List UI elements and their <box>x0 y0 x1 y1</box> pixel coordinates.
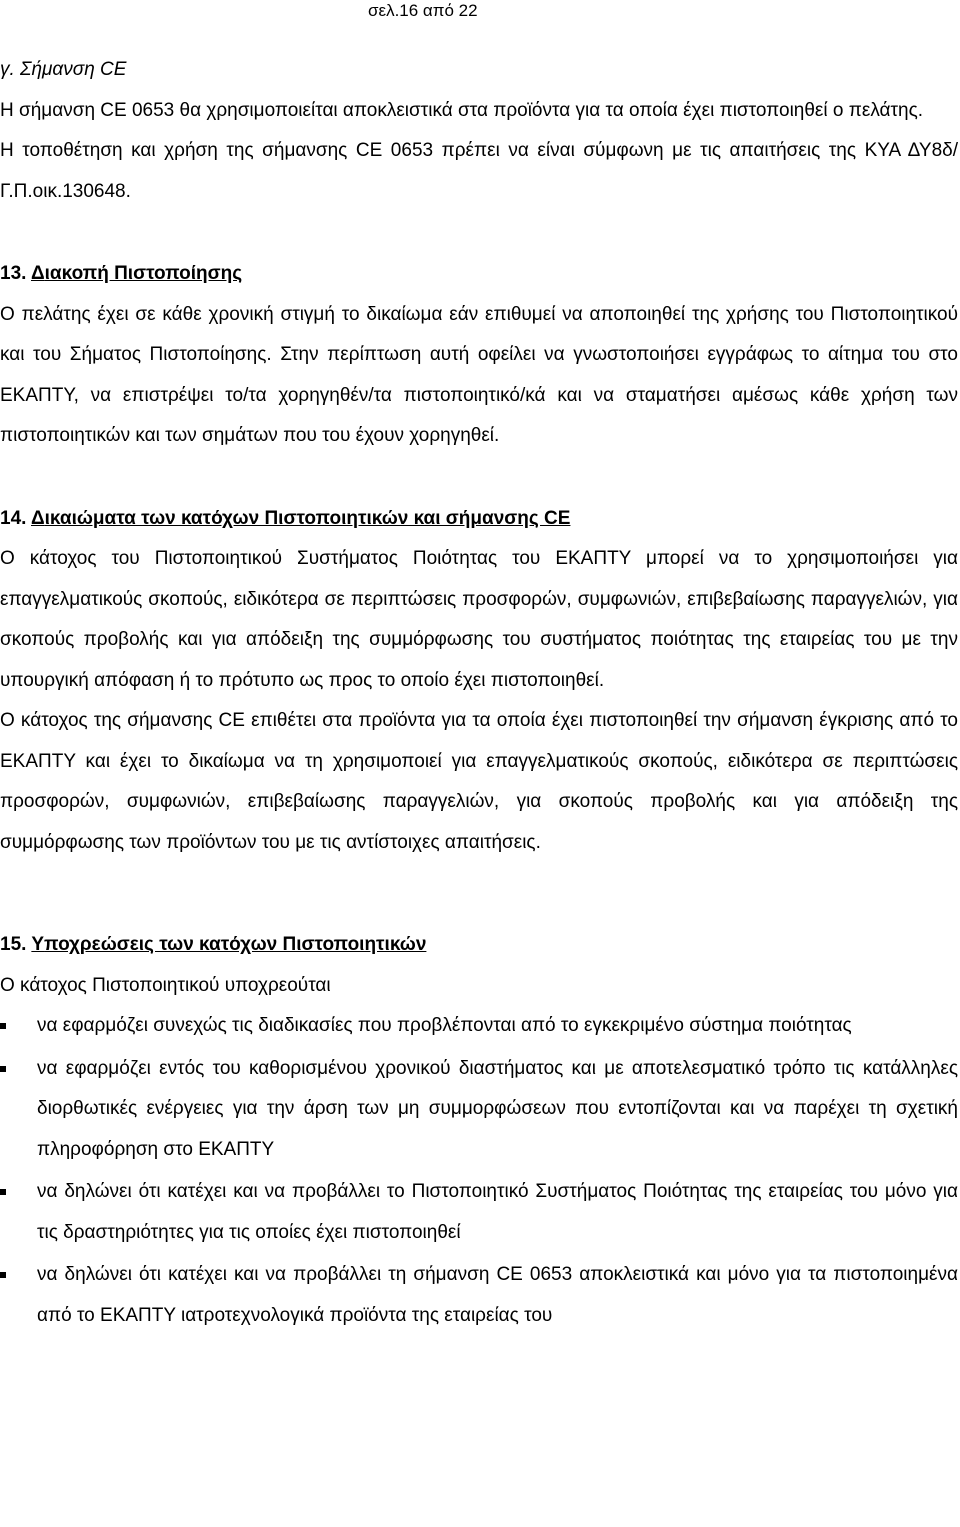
section-15-title: Υποχρεώσεις των κατόχων Πιστοποιητικών <box>31 934 427 955</box>
section-14-heading <box>0 499 958 540</box>
section-14 <box>0 499 958 864</box>
document-body <box>0 50 958 1338</box>
list-item: να δηλώνει ότι κατέχει και να προβάλλει τη σήμανση CE 0653 αποκλειστικά και μόνο για τα πιστοποιημένα από το ΕΚΑΠΤΥ ιατροτεχνολογικά προϊόντα της εταιρείας του <box>0 1255 958 1336</box>
list-item: να εφαρμόζει συνεχώς τις διαδικασίες που προβλέπονται από το εγκεκριμένο σύστημα ποιότητας <box>0 1006 958 1047</box>
section-15 <box>0 925 958 1336</box>
page-number: σελ.16 από 22 <box>368 1 478 20</box>
section-13 <box>0 254 958 457</box>
section-13-title: Διακοπή Πιστοποίησης <box>31 263 243 284</box>
section-g <box>0 50 958 212</box>
section-14-title: Δικαιώματα των κατόχων Πιστοποιητικών και σήμανσης CE <box>31 507 571 529</box>
section-13-paragraph: Ο πελάτης έχει σε κάθε χρονική στιγμή το δικαίωμα εάν επιθυμεί να αποποιηθεί της χρήσης του Πιστοποιητικού και του Σήματος Πιστοποίησης. Στην περίπτωση αυτή οφείλει να γνωστοποιήσει εγγράφως το αίτημα του στο ΕΚΑΠΤΥ, να επιστρέψει το/τα χορηγηθέν/τα πιστοποιητικό/κά και να σταματήσει αμέσως κάθε χρήση των πιστοποιητικών και των σημάτων που του έχουν χορηγηθεί. <box>0 303 958 446</box>
list-item: να δηλώνει ότι κατέχει και να προβάλλει το Πιστοποιητικό Συστήματος Ποιότητας της εταιρείας του μόνο για τις δραστηριότητες για τις οποίες έχει πιστοποιηθεί <box>0 1172 958 1253</box>
section-15-heading <box>0 925 958 966</box>
section-13-heading <box>0 254 958 295</box>
section-g-heading: γ. Σήμανση CE <box>0 59 127 80</box>
square-bullet-icon <box>0 1272 6 1278</box>
square-bullet-icon <box>0 1023 6 1029</box>
section-14-paragraph-2: Ο κάτοχος της σήμανσης CE επιθέτει στα προϊόντα για τα οποία έχει πιστοποιηθεί την σήμανση έγκρισης από το ΕΚΑΠΤΥ και έχει το δικαίωμα να τη χρησιμοποιεί για επαγγελματικούς σκοπούς, ειδικότερα σε περιπτώσεις προσφορών, συμφωνιών, επιβεβαίωσης παραγγελιών, για σκοπούς προβολής και για απόδειξη της συμμόρφωσης των προϊόντων του με τις αντίστοιχες απαιτήσεις. <box>0 710 958 853</box>
list-item: να εφαρμόζει εντός του καθορισμένου χρονικού διαστήματος και με αποτελεσματικό τρόπο τις κατάλληλες διορθωτικές ενέργειες για την άρση των μη συμμορφώσεων που εντοπίζονται και να παρέχει τη σχετική πληροφόρηση στο ΕΚΑΠΤΥ <box>0 1049 958 1171</box>
square-bullet-icon <box>0 1189 6 1195</box>
section-14-number: 14. <box>0 507 27 529</box>
obligations-list <box>0 1006 958 1336</box>
section-g-paragraph-2: Η τοποθέτηση και χρήση της σήμανσης CE 0653 πρέπει να είναι σύμφωνη με τις απαιτήσεις της ΚΥΑ ΔΥ8δ/Γ.Π.οικ.130648. <box>0 140 958 202</box>
section-15-intro: Ο κάτοχος Πιστοποιητικού υποχρεούται <box>0 974 331 996</box>
section-13-number: 13. <box>0 263 27 284</box>
section-14-paragraph-1: Ο κάτοχος του Πιστοποιητικού Συστήματος Ποιότητας του ΕΚΑΠΤΥ μπορεί να το χρησιμοποιήσει για επαγγελματικούς σκοπούς, ειδικότερα σε περιπτώσεις προσφορών, συμφωνιών, επιβεβαίωσης παραγγελιών, για σκοπούς προβολής και για απόδειξη της συμμόρφωσης του συστήματος ποιότητας της εταιρείας του με την υπουργική απόφαση ή το πρότυπο ως προς το οποίο έχει πιστοποιηθεί. <box>0 548 958 691</box>
section-15-number: 15. <box>0 934 27 955</box>
square-bullet-icon <box>0 1066 6 1072</box>
section-g-paragraph-1: Η σήμανση CE 0653 θα χρησιμοποιείται αποκλειστικά στα προϊόντα για τα οποία έχει πιστοποιηθεί ο πελάτης. <box>0 99 924 121</box>
